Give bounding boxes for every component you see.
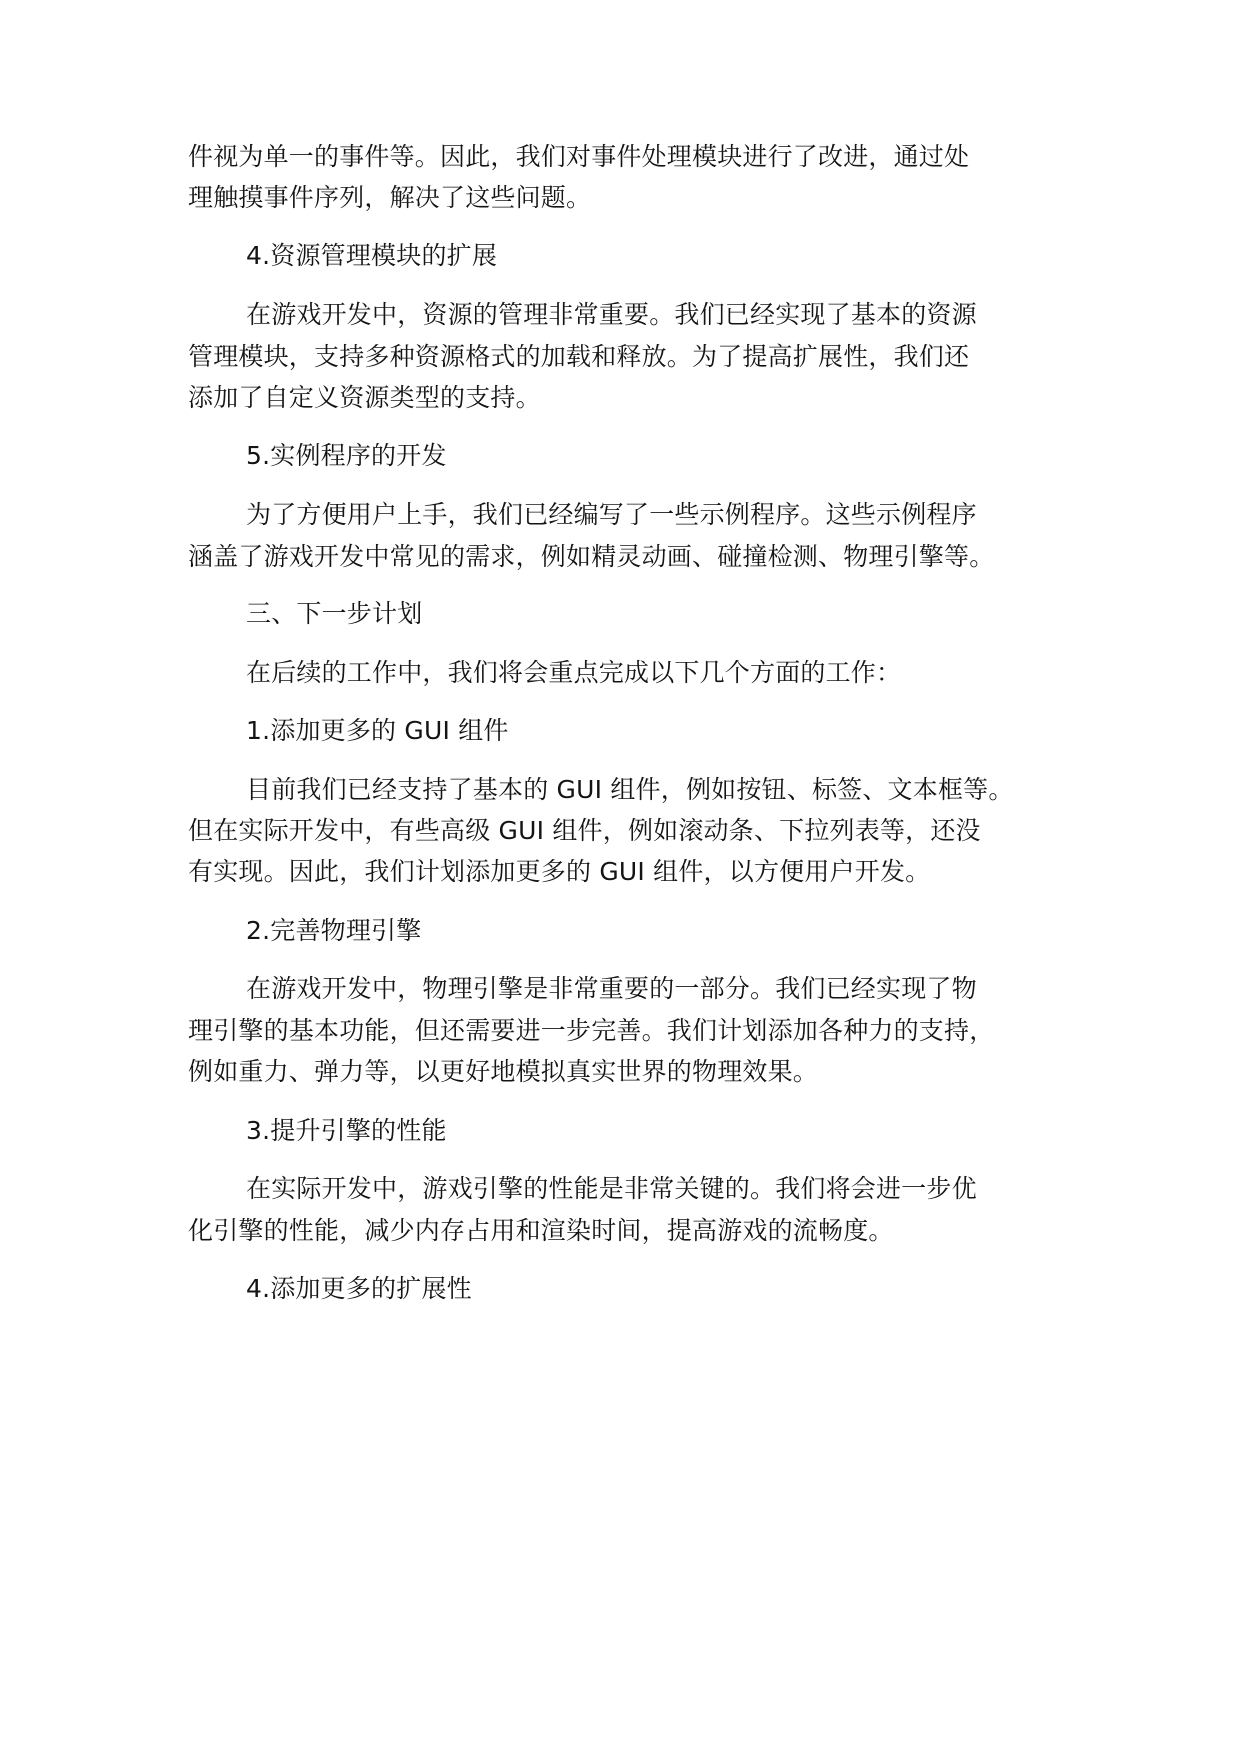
paragraph-examples-line-2: 涵盖了游戏开发中常见的需求，例如精灵动画、碰撞检测、物理引擎等。 bbox=[188, 542, 995, 571]
heading-gui-components: 1.添加更多的 GUI 组件 bbox=[246, 716, 509, 745]
paragraph-examples-line-1: 为了方便用户上手，我们已经编写了一些示例程序。这些示例程序 bbox=[246, 500, 977, 529]
heading-next-plan: 三、下一步计划 bbox=[246, 599, 423, 628]
paragraph-gui-line-1: 目前我们已经支持了基本的 GUI 组件，例如按钮、标签、文本框等。 bbox=[246, 775, 1014, 804]
heading-example-programs: 5.实例程序的开发 bbox=[246, 441, 447, 470]
paragraph-physics-line-3: 例如重力、弹力等，以更好地模拟真实世界的物理效果。 bbox=[188, 1057, 819, 1086]
paragraph-physics-line-2: 理引擎的基本功能，但还需要进一步完善。我们计划添加各种力的支持， bbox=[188, 1016, 995, 1045]
paragraph-event-line-1: 件视为单一的事件等。因此，我们对事件处理模块进行了改进，通过处 bbox=[188, 142, 970, 171]
paragraph-performance-line-1: 在实际开发中，游戏引擎的性能是非常关键的。我们将会进一步优 bbox=[246, 1174, 977, 1203]
paragraph-gui-line-3: 有实现。因此，我们计划添加更多的 GUI 组件，以方便用户开发。 bbox=[188, 857, 931, 886]
heading-engine-performance: 3.提升引擎的性能 bbox=[246, 1116, 447, 1145]
heading-extensibility: 4.添加更多的扩展性 bbox=[246, 1274, 472, 1303]
heading-physics-engine: 2.完善物理引擎 bbox=[246, 916, 422, 945]
paragraph-plan-intro: 在后续的工作中，我们将会重点完成以下几个方面的工作： bbox=[246, 658, 902, 687]
paragraph-physics-line-1: 在游戏开发中，物理引擎是非常重要的一部分。我们已经实现了物 bbox=[246, 974, 977, 1003]
paragraph-gui-line-2: 但在实际开发中，有些高级 GUI 组件，例如滚动条、下拉列表等，还没 bbox=[188, 816, 981, 845]
paragraph-performance-line-2: 化引擎的性能，减少内存占用和渲染时间，提高游戏的流畅度。 bbox=[188, 1216, 894, 1245]
paragraph-resource-line-3: 添加了自定义资源类型的支持。 bbox=[188, 383, 541, 412]
paragraph-event-line-2: 理触摸事件序列，解决了这些问题。 bbox=[188, 183, 592, 212]
paragraph-resource-line-2: 管理模块，支持多种资源格式的加载和释放。为了提高扩展性，我们还 bbox=[188, 342, 970, 371]
paragraph-resource-line-1: 在游戏开发中，资源的管理非常重要。我们已经实现了基本的资源 bbox=[246, 300, 977, 329]
heading-resource-module: 4.资源管理模块的扩展 bbox=[246, 241, 498, 270]
